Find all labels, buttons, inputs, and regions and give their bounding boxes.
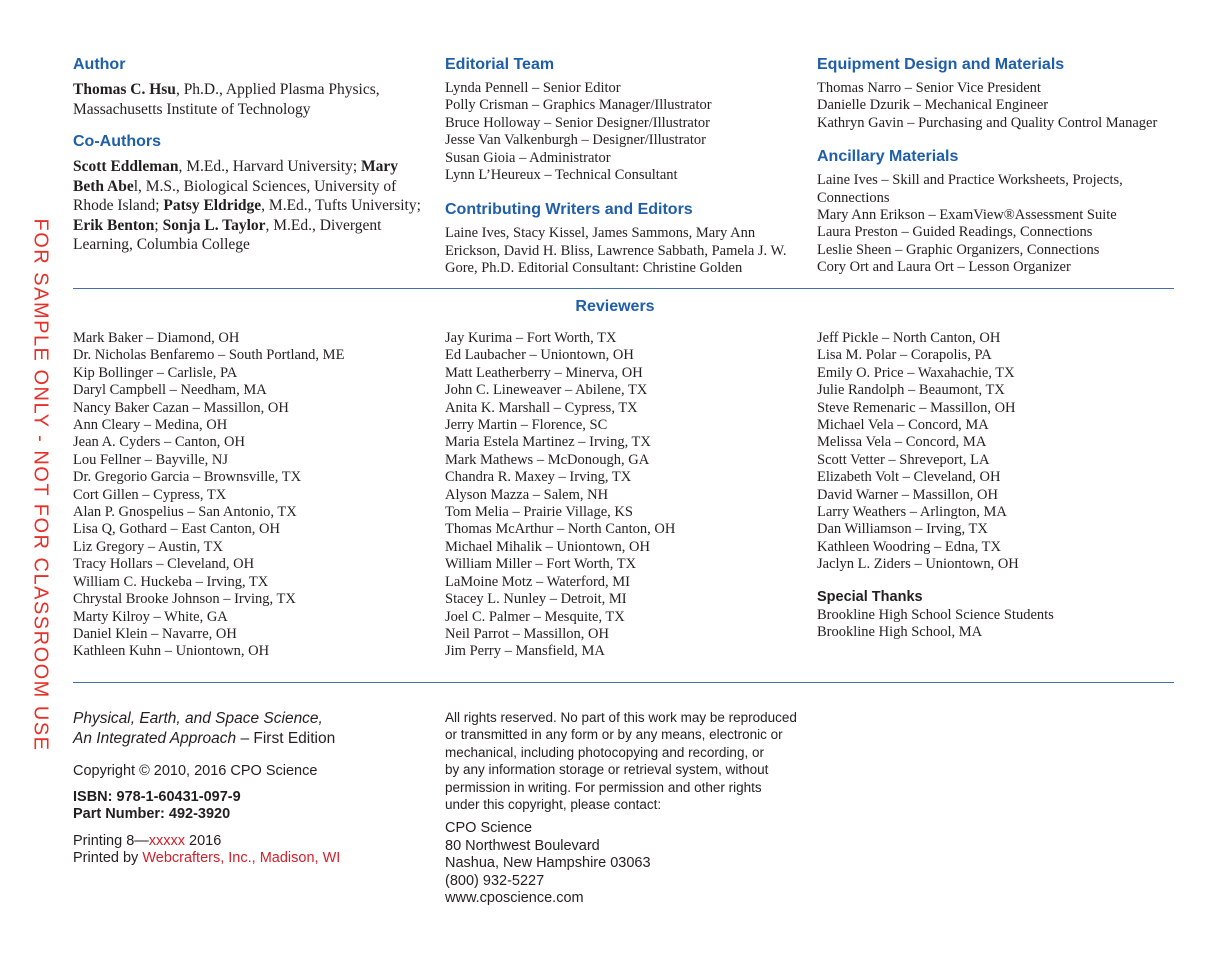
isbn: ISBN: 978-1-60431-097-9 [73,788,241,805]
list-item: Michael Mihalik – Uniontown, OH [445,538,650,555]
ancillary-list [817,172,1137,276]
list-item: Lisa Q, Gothard – East Canton, OH [73,521,280,538]
list-item: Mark Baker – Diamond, OH [73,330,240,346]
list-item: Lou Fellner – Bayville, NJ [73,451,229,468]
list-item: John C. Lineweaver – Abilene, TX [445,382,648,399]
list-item: Mark Mathews – McDonough, GA [445,451,650,468]
list-item: Tom Melia – Prairie Village, KS [445,504,633,521]
editorial-list [445,80,805,184]
rights-section [445,709,805,908]
list-item: William C. Huckeba – Irving, TX [73,573,269,590]
coauthor-name: Mary Beth Abe [73,158,399,195]
list-item: Susan Gioia – Administrator [445,149,611,166]
list-item: Danielle Dzurik – Mechanical Engineer [817,97,1049,114]
coauthor-name: Patsy Eldridge [163,197,262,214]
contact-line: Nashua, New Hampshire 03063 [445,855,651,872]
book-info [73,709,423,868]
list-item: Maria Estela Martinez – Irving, TX [445,434,651,451]
list-item: Jim Perry – Mansfield, MA [445,643,605,660]
coauthor-credentials: , M.Ed., Tufts University; [261,197,421,214]
editorial-section [445,56,805,278]
list-item: Polly Crisman – Graphics Manager/Illustrator [445,97,712,114]
printed-by-label: Printed by [73,850,143,866]
divider-bottom [73,682,1174,683]
list-item: Cort Gillen – Cypress, TX [73,486,227,503]
list-item: Kathleen Woodring – Edna, TX [817,538,1001,555]
list-item: Neil Parrot – Massillon, OH [445,625,609,642]
list-item: Steve Remenaric – Massillon, OH [817,399,1016,416]
rights-text [445,709,805,813]
list-item: Joel C. Palmer – Mesquite, TX [445,608,625,625]
divider-top [73,288,1174,289]
author-section [73,56,423,255]
list-item: Kathryn Gavin – Purchasing and Quality Control Manager [817,114,1158,131]
rights-line: permission in writing. For permission and other rights [445,779,762,795]
list-item: Brookline High School Science Students [817,606,1054,623]
coauthor-credentials: l, M.S., Biological Sciences, University of Rhode Island; [73,177,397,214]
list-item: Leslie Sheen – Graphic Organizers, Connections [817,241,1100,258]
list-item: Kip Bollinger – Carlisle, PA [73,364,238,381]
coauthor-name: Sonja L. Taylor [162,216,266,234]
ancillary-heading: Ancillary Materials [817,148,959,166]
printed-by-line [73,850,423,868]
contributing-text: Laine Ives, Stacy Kissel, James Sammons, Mary Ann Erickson, David H. Bliss, Lawrence Sabbath, Pamela J. W. Gore, Ph.D. Editorial Consultant: Christine Golden [445,225,787,277]
rights-line: by any information storage or retrieval system, without [445,762,769,778]
rights-line: mechanical, including photocopying and recording, or [445,744,764,760]
list-item: Jaclyn L. Ziders – Uniontown, OH [817,556,1019,573]
author-credentials: , Ph.D., Applied Plasma Physics, Massachusetts Institute of Technology [73,81,380,118]
list-item: Chandra R. Maxey – Irving, TX [445,469,632,486]
copyright: Copyright © 2010, 2016 CPO Science [73,763,318,779]
list-item: Daniel Klein – Navarre, OH [73,625,237,642]
list-item: Laine Ives – Skill and Practice Worksheets, Projects, Connections [817,172,1123,206]
list-item: Emily O. Price – Waxahachie, TX [817,364,1015,381]
list-item: Bruce Holloway – Senior Designer/Illustrator [445,114,710,131]
printing-year: 2016 [185,832,222,849]
list-item: Jerry Martin – Florence, SC [445,417,608,434]
list-item: Lisa M. Polar – Corapolis, PA [817,347,992,364]
equipment-list [817,80,1187,132]
list-item: Alan P. Gnospelius – San Antonio, TX [73,504,297,521]
coauthors-heading: Co-Authors [73,133,161,150]
list-item: Jay Kurima – Fort Worth, TX [445,330,617,346]
contact-line: 80 Northwest Boulevard [445,837,600,854]
part-number: Part Number: 492-3920 [73,806,231,822]
list-item: Dr. Nicholas Benfaremo – South Portland, ME [73,347,345,364]
list-item: Jean A. Cyders – Canton, OH [73,434,245,451]
equipment-section [817,56,1187,277]
contact-line: (800) 932-5227 [445,872,545,889]
list-item: Laura Preston – Guided Readings, Connections [817,224,1093,241]
book-title-line2: An Integrated Approach [73,729,237,747]
reviewers-column-2 [445,330,805,661]
list-item: Lynda Pennell – Senior Editor [445,80,621,96]
list-item: Anita K. Marshall – Cypress, TX [445,399,638,416]
printing-code: xxxxx [148,832,186,849]
list-item: Michael Vela – Concord, MA [817,417,989,434]
list-item: Dr. Gregorio Garcia – Brownsville, TX [73,469,302,486]
list-item: Mary Ann Erikson – ExamView®Assessment Suite [817,207,1117,224]
reviewers-column-1 [73,330,423,661]
editorial-heading: Editorial Team [445,56,555,73]
contact-website[interactable]: www.cposcience.com [445,890,584,907]
list-item: Elizabeth Volt – Cleveland, OH [817,469,1001,486]
list-item: LaMoine Motz – Waterford, MI [445,573,631,590]
coauthor-name: Scott Eddleman [73,158,179,175]
reviewers-heading: Reviewers [575,298,655,315]
list-item: Liz Gregory – Austin, TX [73,538,223,555]
contributing-heading: Contributing Writers and Editors [445,201,693,219]
equipment-heading: Equipment Design and Materials [817,56,1065,73]
contact-line: CPO Science [445,820,533,837]
list-item: Julie Randolph – Beaumont, TX [817,382,1005,399]
list-item: David Warner – Massillon, OH [817,486,998,503]
list-item: Thomas McArthur – North Canton, OH [445,521,676,538]
list-item: Cory Ort and Laura Ort – Lesson Organizer [817,259,1071,276]
list-item: Scott Vetter – Shreveport, LA [817,451,990,468]
list-item: Tracy Hollars – Cleveland, OH [73,556,255,573]
coauthor-credentials: , M.Ed., Harvard University; [178,158,362,175]
list-item: Ann Cleary – Medina, OH [73,417,228,434]
list-item: Dan Williamson – Irving, TX [817,521,988,538]
list-item: William Miller – Fort Worth, TX [445,556,637,573]
coauthors-text [73,157,423,255]
rights-line: All rights reserved. No part of this work may be reproduced [445,710,797,725]
reviewers-column-3 [817,330,1187,642]
coauthor-credentials: , M.Ed., Divergent Learning, Columbia College [73,216,382,253]
contact-block [445,820,805,908]
rights-line: under this copyright, please contact: [445,797,662,813]
list-item: Marty Kilroy – White, GA [73,608,228,625]
list-item: Alyson Mazza – Salem, NH [445,486,609,503]
list-item: Matt Leatherberry – Minerva, OH [445,364,643,381]
list-item: Melissa Vela – Concord, MA [817,434,987,451]
book-title [73,709,423,748]
sample-watermark: FOR SAMPLE ONLY - NOT FOR CLASSROOM USE [29,218,52,752]
list-item: Brookline High School, MA [817,624,983,641]
rights-line: or transmitted in any form or by any means, electronic or [445,727,783,743]
printing-label: Printing 8— [73,832,149,849]
list-item: Thomas Narro – Senior Vice President [817,80,1041,96]
book-title-line1: Physical, Earth, and Space Science, [73,710,323,727]
author-heading: Author [73,56,126,73]
author-name: Thomas C. Hsu [73,81,176,98]
list-item: Chrystal Brooke Johnson – Irving, TX [73,591,296,608]
list-item: Jesse Van Valkenburgh – Designer/Illustrator [445,132,706,149]
printer-name: Webcrafters, Inc., Madison, WI [142,850,341,866]
list-item: Jeff Pickle – North Canton, OH [817,330,1001,346]
list-item: Daryl Campbell – Needham, MA [73,382,267,399]
book-edition: – First Edition [236,729,336,747]
author-text [73,80,423,119]
list-item: Ed Laubacher – Uniontown, OH [445,347,634,364]
list-item: Nancy Baker Cazan – Massillon, OH [73,399,289,416]
list-item: Stacey L. Nunley – Detroit, MI [445,591,627,608]
list-item: Lynn L’Heureux – Technical Consultant [445,167,678,184]
list-item: Larry Weathers – Arlington, MA [817,504,1007,521]
list-item: Kathleen Kuhn – Uniontown, OH [73,643,270,660]
coauthor-credentials: ; [154,216,163,234]
coauthor-name: Erik Benton [73,216,155,234]
printing-line [73,833,423,851]
special-thanks-heading: Special Thanks [817,588,923,605]
